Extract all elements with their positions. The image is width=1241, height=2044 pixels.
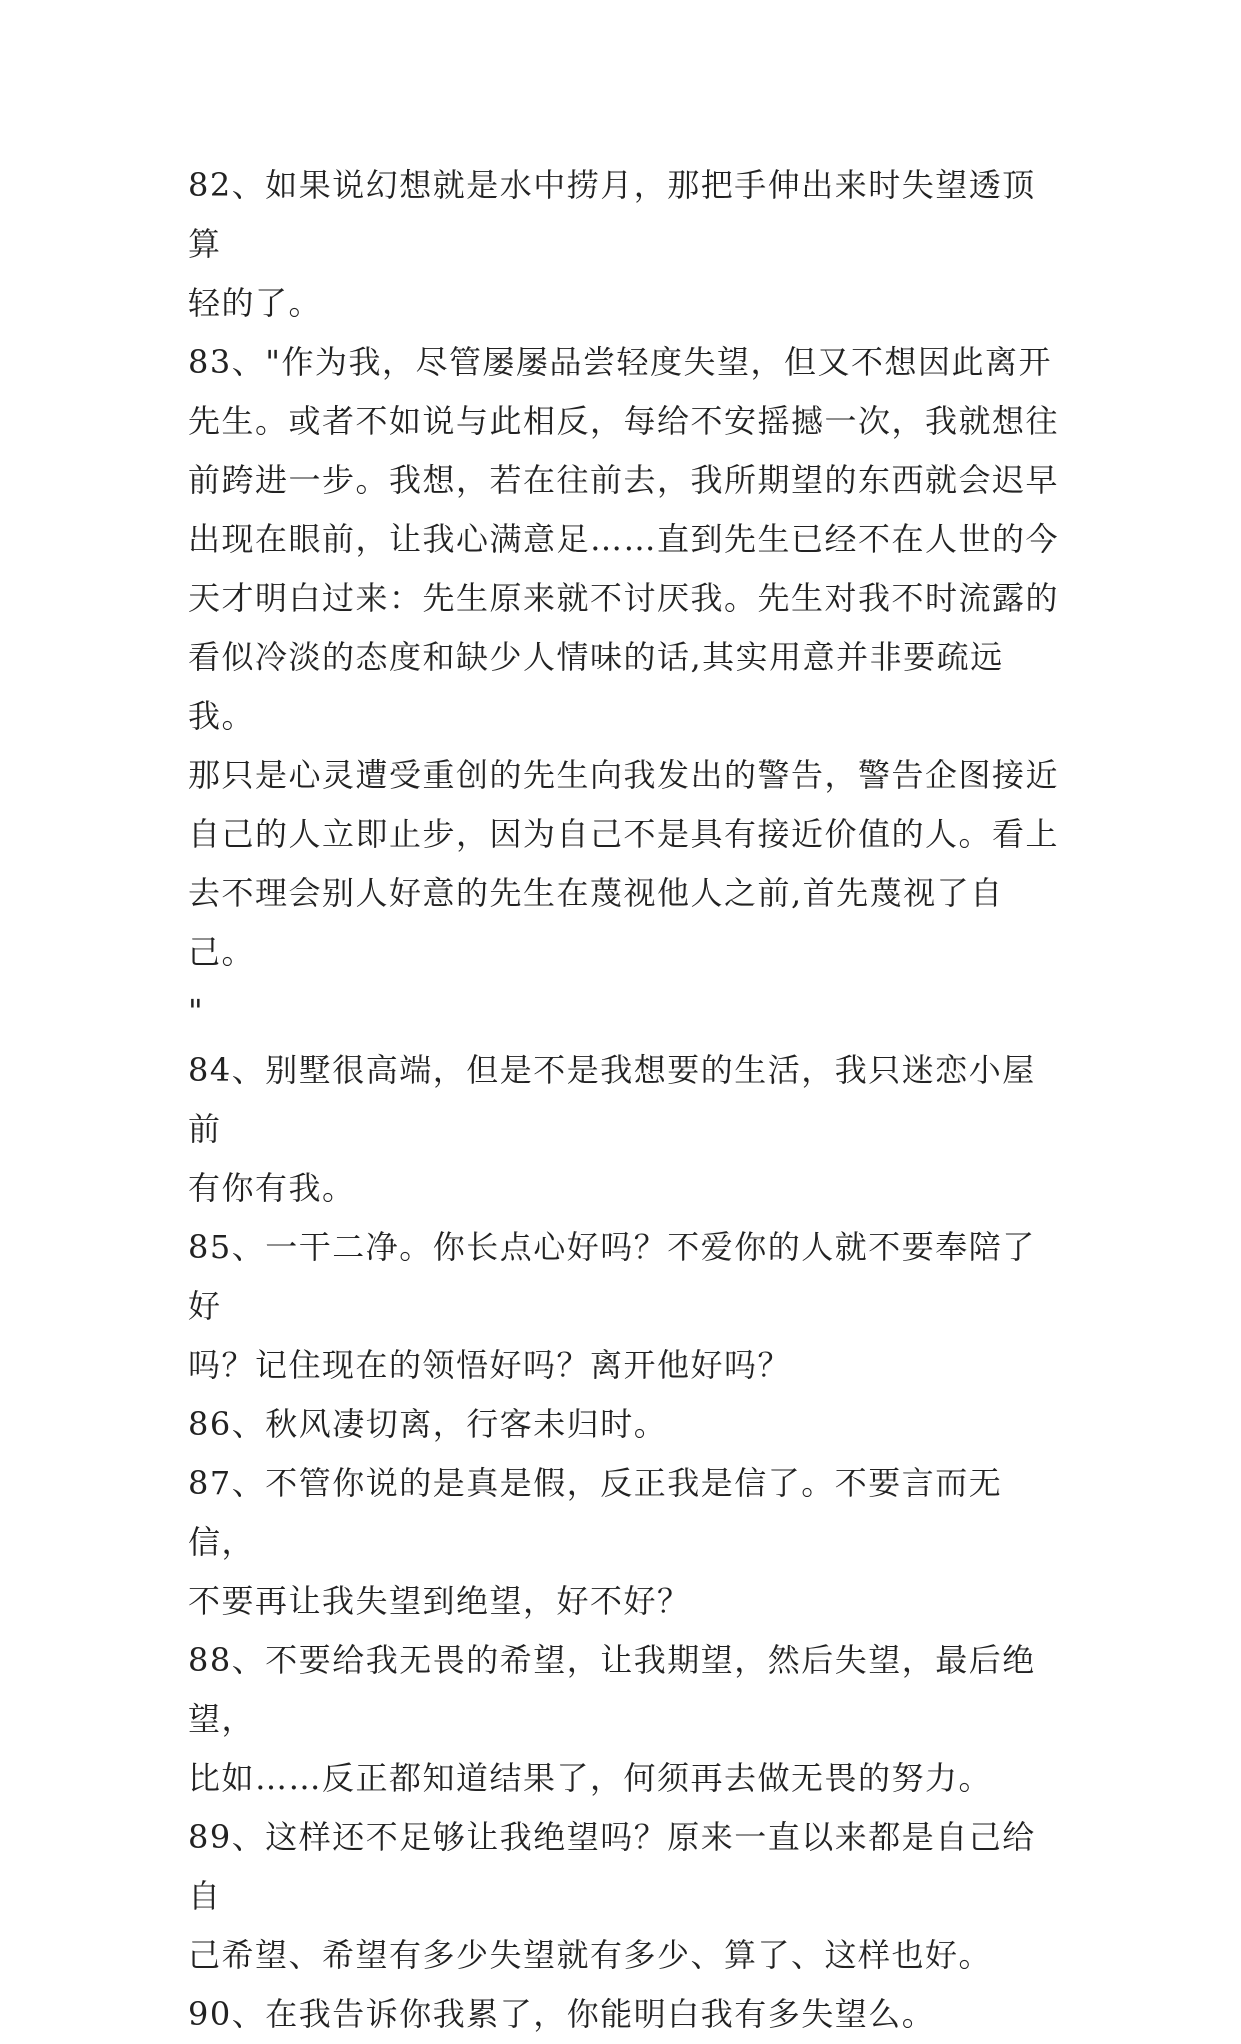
paragraph-83: 83、"作为我，尽管屡屡品尝轻度失望，但又不想因此离开 先生。或者不如说与此相反，每给不安摇撼一次，我就想往 前跨进一步。我想，若在往前去，我所期望的东西就会迟早 出现在眼前，让我心满意足……直到先生已经不在人世的今 天才明白过来：先生原来就不讨厌我。先生对我不时流露的 看似冷淡的态度和缺少人情味的话,其实用意并非要疏远我。 那只是心灵遭受重创的先生向我发出的警告，警告企图接近 自己的人立即止步，因为自己不是具有接近价值的人。看上 去不理会别人好意的先生在蔑视他人之前,首先蔑视了自己。 " (188, 343, 1060, 1030)
paragraph-87: 87、不管你说的是真是假，反正我是信了。不要言而无信， 不要再让我失望到绝望，好不好？ (188, 1464, 1003, 1620)
paragraph-86: 86、秋风凄切离，行客未归时。 (188, 1405, 668, 1443)
paragraph-88: 88、不要给我无畏的希望，让我期望，然后失望，最后绝望， 比如……反正都知道结果了，何须再去做无畏的努力。 (188, 1641, 1036, 1797)
paragraph-84: 84、别墅很高端，但是不是我想要的生活，我只迷恋小屋前 有你有我。 (188, 1051, 1036, 1207)
paragraph-85: 85、一干二净。你长点心好吗？不爱你的人就不要奉陪了好 吗？记住现在的领悟好吗？离开他好吗？ (188, 1228, 1036, 1384)
paragraph-82: 82、如果说幻想就是水中捞月，那把手伸出来时失望透顶算 轻的了。 (188, 166, 1036, 322)
paragraph-89: 89、这样还不足够让我绝望吗？原来一直以来都是自己给自 己希望、希望有多少失望就有多少、算了、这样也好。 (188, 1818, 1036, 1974)
document-body (188, 156, 1068, 2044)
paragraph-90: 90、在我告诉你我累了，你能明白我有多失望么。 (188, 1995, 936, 2033)
